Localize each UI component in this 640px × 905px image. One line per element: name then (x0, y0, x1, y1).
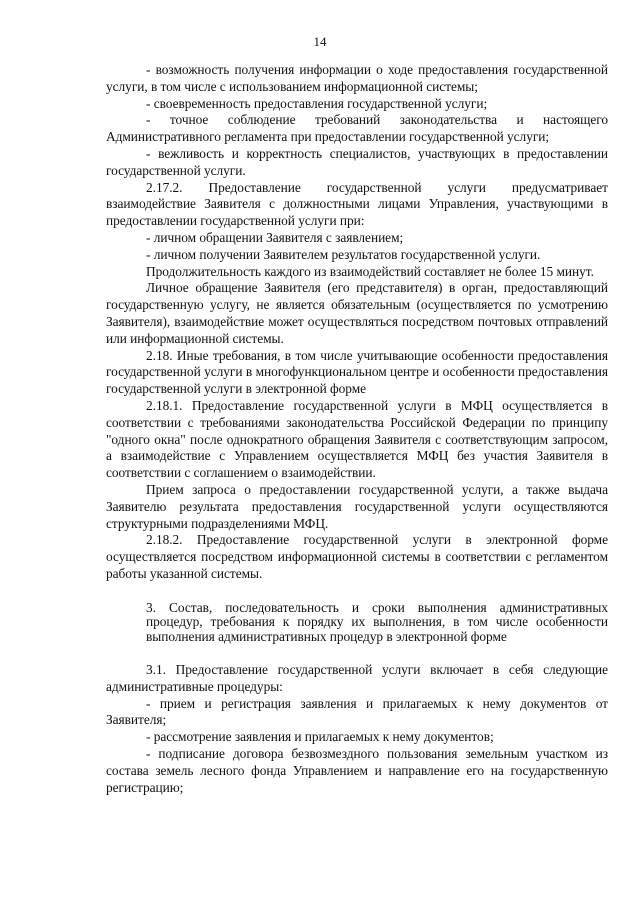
paragraph: 3.1. Предоставление государственной услуги включает в себя следующие административные процедуры: (106, 661, 608, 694)
paragraph: - точное соблюдение требований законодательства и настоящего Административного регламента при предоставлении государственной услуги; (106, 112, 608, 145)
paragraph: - личном получении Заявителем результатов государственной услуги. (146, 246, 541, 262)
paragraph: - рассмотрение заявления и прилагаемых к нему документов; (146, 729, 494, 745)
paragraph: - возможность получения информации о ходе предоставления государственной услуги, в том числе с использованием информационной системы; (106, 62, 608, 94)
paragraph: Прием запроса о предоставлении государственной услуги, а также выдача Заявителю результата предоставления государственной услуги осуществляются структурными подразделениями МФЦ. (106, 481, 608, 531)
paragraph: - вежливость и корректность специалистов, участвующих в предоставлении государственной услуги. (106, 145, 608, 178)
page-number: 14 (313, 34, 327, 49)
paragraph: 2.18. Иные требования, в том числе учитывающие особенности предоставления государственной услуги в многофункциональном центре и особенности предоставления государственной услуги в электронной форме (106, 347, 608, 397)
document-body (106, 62, 608, 796)
paragraph: - подписание договора безвозмездного пользования земельным участком из состава земель лесного фонда Управлением и направление его на государственную регистрацию; (106, 745, 608, 795)
paragraph: 2.17.2. Предоставление государственной услуги предусматривает взаимодействие Заявителя с должностными лицами Управления, участвующими в предоставлении государственной услуги при: (106, 179, 608, 229)
paragraph: - личном обращении Заявителя с заявлением; (146, 229, 404, 245)
paragraph: - прием и регистрация заявления и прилагаемых к нему документов от Заявителя; (106, 695, 608, 728)
paragraph: Продолжительность каждого из взаимодействий составляет не более 15 минут. (146, 263, 594, 279)
paragraph: Личное обращение Заявителя (его представителя) в орган, предоставляющий государственную услугу, не является обязательным (осуществляется по усмотрению Заявителя), взаимодействие может осуществляться посредством почтовых отправлений или информационной системы. (106, 280, 608, 346)
section-heading: 3. Состав, последовательность и сроки выполнения административных процедур, требования к порядку их выполнения, в том числе особенности выполнения административных процедур в электронной форме (146, 599, 608, 644)
paragraph: - своевременность предоставления государственной услуги; (146, 95, 488, 111)
paragraph: 2.18.2. Предоставление государственной услуги в электронной форме осуществляется посредством информационной системы в соответствии с регламентом работы указанной системы. (106, 532, 608, 581)
paragraph: 2.18.1. Предоставление государственной услуги в МФЦ осуществляется в соответствии с требованиями законодательства Российской Федерации по принципу "одного окна" после однократного обращения Заявителя с соответствующим запросом, а взаимодействие с Управлением осуществляется МФЦ без участия Заявителя в соответствии с соглашением о взаимодействии. (106, 397, 608, 481)
